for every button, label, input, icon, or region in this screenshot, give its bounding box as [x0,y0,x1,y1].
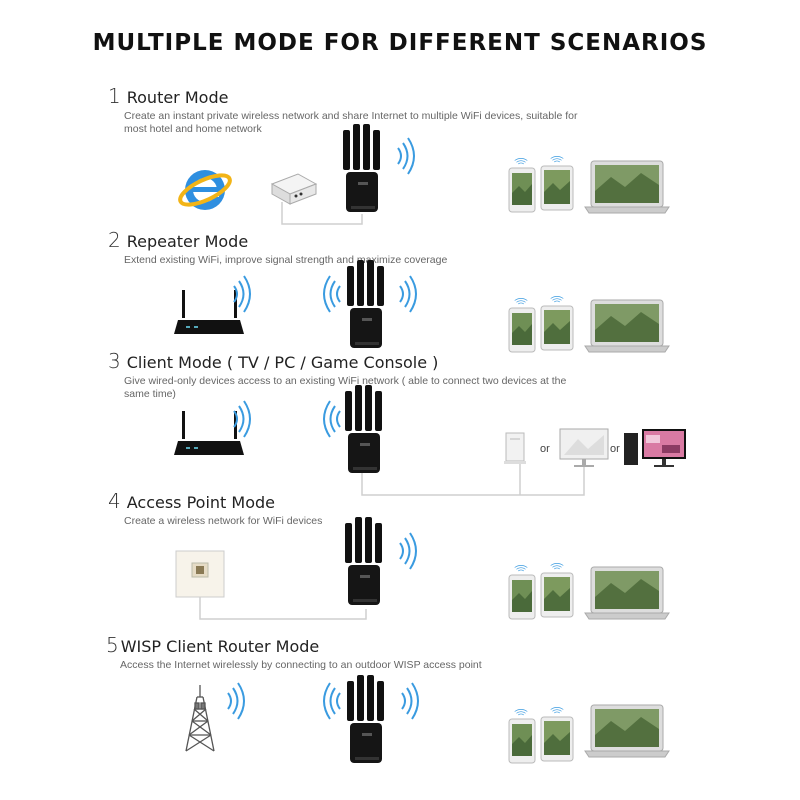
wifi-signal-icon [228,683,244,719]
page-title: MULTIPLE MODE FOR DIFFERENT SCENARIOS [92,30,708,56]
wifi-extender-icon [347,260,384,348]
or-label: or [540,443,550,455]
mode-client [0,349,800,489]
wifi-signal-icon [324,401,340,437]
wifi-signal-icon [398,138,414,174]
mode-access-point [0,489,800,629]
mode-number: 2 [108,228,121,252]
mode-wisp-illustration [0,633,800,798]
mode-name: WISP Client Router Mode [120,637,320,656]
wifi-extender-icon [347,675,384,763]
mode-router [0,84,800,224]
mode-repeater [0,228,800,368]
tablet-icon [541,166,573,210]
mode-wisp-client-router [0,633,800,773]
mode-description: Extend existing WiFi, improve signal strength and maximize coverage [124,254,448,266]
wireless-router-icon [174,411,244,455]
modem-icon [272,174,316,204]
laptop-icon [585,567,669,619]
laptop-icon [585,705,669,757]
mode-number: 1 [108,84,121,108]
phone-icon [509,308,535,352]
phone-icon [509,168,535,212]
mode-number: 3 [108,349,121,373]
mode-router-illustration [0,84,800,224]
wifi-signal-icon [324,276,340,312]
pc-icon [624,429,686,467]
wifi-signal-icon [324,683,340,719]
mode-client-illustration [0,349,800,499]
mode-description: Create a wireless network for WiFi devices [124,515,323,527]
wifi-extender-icon [343,124,380,212]
laptop-icon [585,161,669,213]
mode-number: 5 [106,633,119,657]
mode-name: Repeater Mode [126,232,249,251]
tv-icon [560,429,608,467]
cable [200,597,366,619]
mode-name: Client Mode ( TV / PC / Game Console ) [126,353,439,372]
or-label: or [610,443,620,455]
mode-access-point-illustration [0,489,800,639]
laptop-icon [585,300,669,352]
mode-name: Router Mode [126,88,229,107]
wireless-router-icon [174,290,244,334]
wisp-tower-icon [186,685,214,751]
mode-number: 4 [108,489,121,513]
wifi-extender-icon [345,517,382,605]
mode-description: Create an instant private wireless network and share Internet to multiple WiFi devices, suitable for most hotel and home network [124,110,578,135]
wifi-signal-icon [402,683,418,719]
phone-icon [509,719,535,763]
game-console-icon [504,433,526,464]
mode-description: Give wired-only devices access to an existing WiFi network ( able to connect two devices at the same time) [124,375,567,400]
mode-name: Access Point Mode [126,493,275,512]
wifi-extender-icon [345,385,382,473]
tablet-icon [541,306,573,350]
ethernet-wall-socket-icon [176,551,224,597]
mode-repeater-illustration [0,228,800,368]
mode-description: Access the Internet wirelessly by connecting to an outdoor WISP access point [120,659,482,671]
wifi-signal-icon [400,276,416,312]
tablet-icon [541,717,573,761]
phone-icon [509,575,535,619]
internet-explorer-icon [176,170,233,211]
tablet-icon [541,573,573,617]
wifi-signal-icon [400,533,416,569]
